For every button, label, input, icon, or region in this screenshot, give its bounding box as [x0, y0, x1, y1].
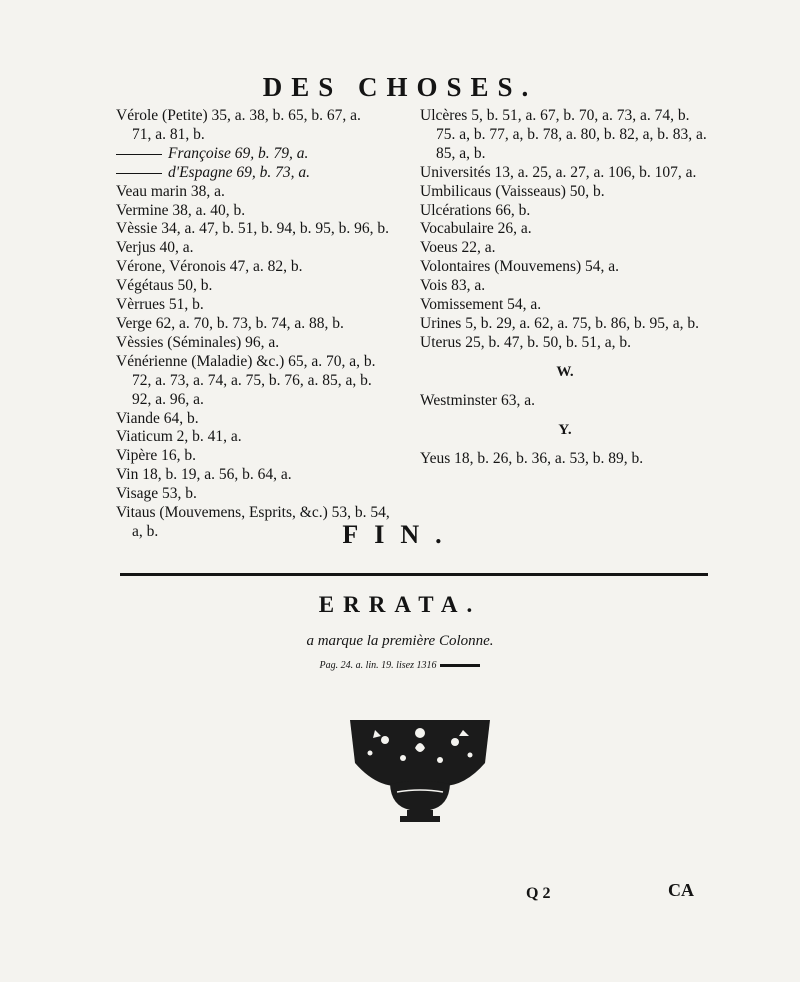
index-entry: Vèssies (Séminales) 96, a. — [116, 333, 280, 351]
index-entry: Verge 62, a. 70, b. 73, b. 74, a. 88, b. — [116, 314, 344, 332]
index-subentry: Françoise 69, b. 79, a. — [116, 145, 416, 164]
index-entry: Volontaires (Mouvemens) 54, a. — [420, 258, 620, 276]
fin-heading: FIN. — [342, 520, 458, 549]
index-entry: Universités 13, a. 25, a. 27, a. 106, b. 107, a. — [420, 163, 697, 181]
index-column-left — [116, 107, 416, 542]
index-entry: Visage 53, b. — [116, 485, 197, 503]
index-entry: Vermine 38, a. 40, b. — [116, 201, 246, 219]
index-entry: Vérone, Véronois 47, a. 82, b. — [116, 258, 303, 276]
index-subentry: d'Espagne 69, b. 73, a. — [116, 164, 416, 183]
index-entry: Végétaus 50, b. — [116, 277, 213, 295]
catchword: CA — [668, 880, 694, 900]
index-entry: Uterus 25, b. 47, b. 50, b. 51, a, b. — [420, 333, 631, 351]
index-entry: Vomissement 54, a. — [420, 296, 542, 314]
index-entry: 92, a. 96, a. — [132, 390, 204, 408]
separator-rule — [120, 573, 708, 576]
index-entry: 75. a, b. 77, a, b. 78, a. 80, b. 82, a, b. 83, a. — [436, 125, 707, 143]
index-entry: Voeus 22, a. — [420, 239, 496, 257]
index-entry: Vénérienne (Maladie) &c.) 65, a. 70, a, b. — [116, 352, 376, 370]
page-header: DES CHOSES. — [262, 72, 538, 102]
dash-rule — [116, 173, 162, 174]
index-entry: Urines 5, b. 29, a. 62, a. 75, b. 86, b. 95, a, b. — [420, 314, 699, 332]
index-entry: Umbilicaus (Vaisseaus) 50, b. — [420, 182, 605, 200]
flower-vase-ornament-icon — [345, 708, 495, 828]
index-entry: Veau marin 38, a. — [116, 182, 225, 200]
section-letter-y: Y. — [558, 421, 572, 438]
errata-note: a marque la première Colonne. — [306, 633, 494, 649]
errata-bar — [440, 664, 480, 667]
index-entry: 72, a. 73, a. 74, a. 75, b. 76, a. 85, a, b. — [132, 371, 372, 389]
index-entry: Ulcères 5, b. 51, a. 67, b. 70, a. 73, a. 74, b. — [420, 107, 690, 124]
dash-rule — [116, 154, 162, 155]
index-entry: Vitaus (Mouvemens, Esprits, &c.) 53, b. 54, — [116, 504, 390, 522]
index-entry: Ulcérations 66, b. — [420, 201, 531, 219]
errata-heading: ERRATA. — [318, 592, 482, 617]
index-entry: Yeus 18, b. 26, b. 36, a. 53, b. 89, b. — [420, 449, 644, 467]
index-entry: 85, a, b. — [436, 144, 486, 162]
index-entry: Vois 83, a. — [420, 277, 486, 295]
index-entry: Vèssie 34, a. 47, b. 51, b. 94, b. 95, b. 96, b. — [116, 220, 389, 238]
index-entry: Vipère 16, b. — [116, 447, 196, 465]
index-entry: Westminster 63, a. — [420, 391, 535, 409]
signature-mark: Q 2 — [526, 885, 551, 902]
index-entry: 71, a. 81, b. — [132, 125, 205, 143]
index-entry: Viaticum 2, b. 41, a. — [116, 428, 242, 446]
index-entry: Vérole (Petite) 35, a. 38, b. 65, b. 67, a. — [116, 107, 361, 124]
index-entry: Vin 18, b. 19, a. 56, b. 64, a. — [116, 466, 292, 484]
index-entry: Vèrrues 51, b. — [116, 296, 204, 314]
index-entry: Viande 64, b. — [116, 409, 199, 427]
section-letter-w: W. — [556, 363, 574, 380]
index-column-right — [420, 107, 710, 468]
index-entry: Vocabulaire 26, a. — [420, 220, 532, 238]
errata-correction: Pag. 24. a. lin. 19. lisez 1316 — [0, 660, 800, 671]
index-entry: a, b. — [132, 522, 159, 540]
index-entry: Verjus 40, a. — [116, 239, 194, 257]
